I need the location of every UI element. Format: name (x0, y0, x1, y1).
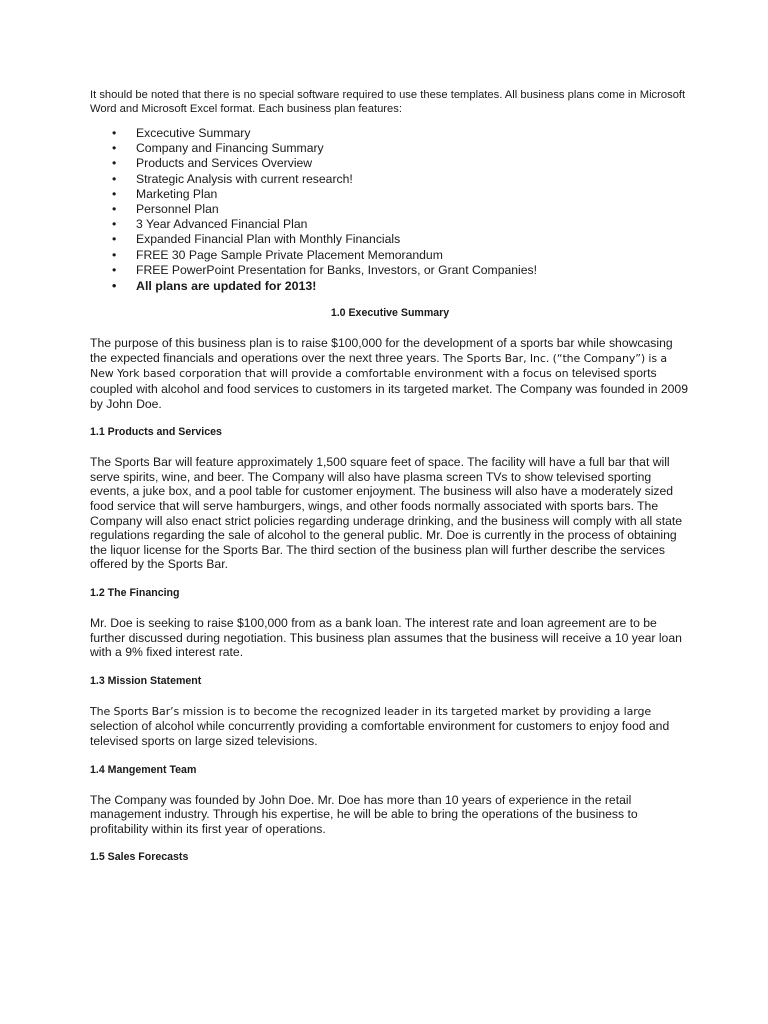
mission-text-2: selection of alcohol while concurrently providing a comfortable environment for customers to enjoy food and televised sports on large sized televisions. (90, 719, 670, 748)
feature-item: • Strategic Analysis with current research! (90, 172, 690, 187)
mission-heading: 1.3 Mission Statement (90, 674, 202, 687)
executive-summary-text-1: The purpose of this business plan is to raise $100,000 for the development of a sports bar while showcasing the expected financials and operations over the next three years. (90, 336, 673, 365)
feature-item: • FREE PowerPoint Presentation for Banks, Investors, or Grant Companies! (90, 263, 690, 278)
executive-summary-paragraph (90, 336, 690, 411)
mission-paragraph (90, 704, 690, 749)
feature-item: • Expanded Financial Plan with Monthly Financials (90, 232, 690, 247)
management-paragraph: The Company was founded by John Doe. Mr. Doe has more than 10 years of experience in the retail management industry. Through his expertise, he will be able to bring the operations of the business to profitability within its first year of operations. (90, 792, 638, 836)
management-heading: 1.4 Mangement Team (90, 763, 197, 776)
document-page (90, 88, 690, 880)
financing-paragraph: Mr. Doe is seeking to raise $100,000 from as a bank loan. The interest rate and loan agreement are to be further discussed during negotiation. This business plan assumes that the business will receive a 10 year loan with a 9% fixed interest rate. (90, 615, 682, 660)
feature-item-highlight: • All plans are updated for 2013! (90, 279, 690, 294)
sales-forecasts-heading: 1.5 Sales Forecasts (90, 851, 189, 864)
financing-heading: 1.2 The Financing (90, 586, 180, 599)
products-services-paragraph: The Sports Bar will feature approximately 1,500 square feet of space. The facility will have a full bar that will serve spirits, wine, and beer. The Company will also have plasma screen TVs to show televised sporting events, a juke box, and a pool table for customer enjoyment. The business will also have a moderately sized food service that will serve hamburgers, wings, and other foods normally associated with sports bars. The Company will also enact strict policies regarding underage drinking, and the business will comply with all state regulations regarding the sale of alcohol to the general public. Mr. Doe is currently in the process of obtaining the liquor license for the Sports Bar. The third section of the business plan will further describe the services offered by the Sports Bar. (90, 455, 683, 572)
mission-text-1: The Sports Bar’s mission is to become the recognized leader in its targeted market by providing a large (90, 704, 652, 718)
feature-item: • Company and Financing Summary (90, 141, 690, 156)
feature-item: • Marketing Plan (90, 187, 690, 202)
feature-list (90, 126, 690, 294)
feature-item: • Products and Services Overview (90, 156, 690, 171)
executive-summary-heading: 1.0 Executive Summary (330, 307, 450, 320)
feature-item: • 3 Year Advanced Financial Plan (90, 217, 690, 232)
executive-summary-text-2: The Sports Bar, Inc. (“the Company”) is a New York based corporation that will provide a comfortable environment with a focus on (90, 351, 668, 381)
intro-paragraph: It should be noted that there is no special software required to use these templates. All business plans come in Microsoft Word and Microsoft Excel format. Each business plan features: (90, 89, 686, 115)
products-services-heading: 1.1 Products and Services (90, 426, 222, 439)
executive-summary-text-3: televised sports coupled with alcohol and food services to customers in its targeted market. The Company was founded in 2009 by John Doe. (90, 366, 688, 411)
feature-item: • FREE 30 Page Sample Private Placement Memorandum (90, 248, 690, 263)
feature-item: • Excecutive Summary (90, 126, 690, 141)
feature-item: • Personnel Plan (90, 202, 690, 217)
